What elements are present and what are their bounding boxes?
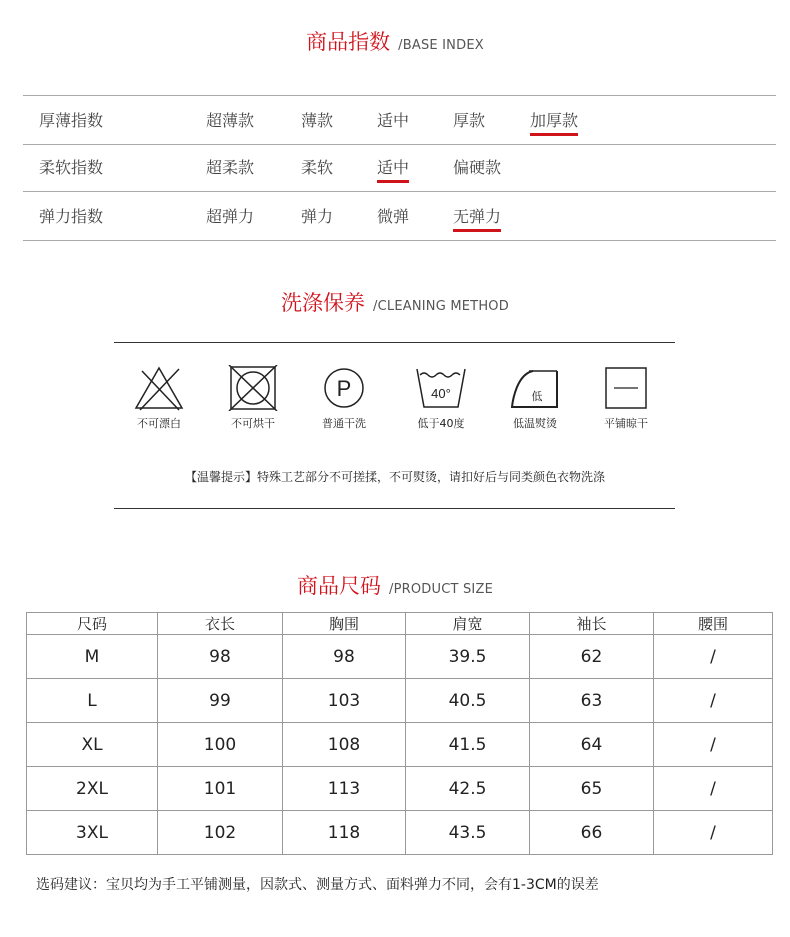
index-option: 超柔款 bbox=[206, 158, 255, 177]
index-divider bbox=[23, 144, 776, 145]
base-index-title bbox=[0, 26, 790, 56]
wash-temp-text: 40° bbox=[431, 386, 451, 401]
cleaning-title bbox=[0, 287, 790, 317]
size-cell: 62 bbox=[530, 635, 654, 679]
size-cell: 98 bbox=[283, 635, 406, 679]
index-row-label: 厚薄指数 bbox=[39, 111, 104, 130]
index-divider bbox=[23, 95, 776, 96]
size-cell: 103 bbox=[283, 679, 406, 723]
table-row bbox=[27, 679, 773, 723]
wash-40-icon bbox=[413, 365, 469, 411]
size-table bbox=[26, 612, 773, 855]
index-row-label: 弹力指数 bbox=[39, 207, 104, 226]
size-cell: 100 bbox=[158, 723, 283, 767]
size-note: 选码建议：宝贝均为手工平铺测量，因款式、测量方式、面料弹力不同，会有1-3CM的误差 bbox=[36, 877, 599, 893]
index-option: 厚款 bbox=[453, 111, 486, 130]
size-title-en: /PRODUCT SIZE bbox=[389, 582, 493, 597]
index-option: 超薄款 bbox=[206, 111, 255, 130]
care-tip: 【温馨提示】特殊工艺部分不可搓揉，不可熨烫，请扣好后与同类颜色衣物洗涤 bbox=[184, 470, 605, 484]
no-bleach-icon bbox=[133, 365, 185, 411]
size-title bbox=[0, 570, 790, 600]
size-cell: 102 bbox=[158, 811, 283, 855]
base-index-title-en: /BASE INDEX bbox=[398, 38, 484, 53]
index-option: 超弹力 bbox=[206, 207, 255, 226]
table-row bbox=[27, 811, 773, 855]
table-row bbox=[27, 723, 773, 767]
size-cell: 101 bbox=[158, 767, 283, 811]
index-divider bbox=[23, 240, 776, 241]
size-cell: 43.5 bbox=[406, 811, 530, 855]
dry-clean-p-icon bbox=[318, 365, 370, 411]
size-cell: XL bbox=[27, 723, 158, 767]
size-cell: 40.5 bbox=[406, 679, 530, 723]
size-cell: 64 bbox=[530, 723, 654, 767]
care-top-line bbox=[114, 342, 675, 343]
table-row bbox=[27, 767, 773, 811]
size-cell: 113 bbox=[283, 767, 406, 811]
index-option-selected: 加厚款 bbox=[530, 108, 578, 136]
size-cell: 108 bbox=[283, 723, 406, 767]
size-cell: / bbox=[654, 767, 773, 811]
care-item-no-bleach bbox=[119, 365, 199, 431]
size-header-cell: 袖长 bbox=[530, 613, 654, 635]
index-option: 微弹 bbox=[377, 207, 410, 226]
size-title-cn: 商品尺码 bbox=[297, 574, 382, 598]
size-cell: 3XL bbox=[27, 811, 158, 855]
size-cell: 98 bbox=[158, 635, 283, 679]
care-item-dry-flat bbox=[586, 365, 666, 431]
size-cell: L bbox=[27, 679, 158, 723]
size-header-cell: 胸围 bbox=[283, 613, 406, 635]
care-label: 不可烘干 bbox=[231, 417, 275, 430]
size-cell: / bbox=[654, 811, 773, 855]
care-item-iron-low bbox=[495, 365, 575, 431]
size-table-header bbox=[27, 613, 773, 635]
no-tumble-dry-icon bbox=[227, 365, 279, 411]
care-label: 普通干洗 bbox=[322, 417, 366, 430]
size-header-cell: 腰围 bbox=[654, 613, 773, 635]
size-cell: 63 bbox=[530, 679, 654, 723]
table-row bbox=[27, 635, 773, 679]
index-option: 弹力 bbox=[301, 207, 334, 226]
care-label: 平铺晾干 bbox=[604, 417, 648, 430]
care-item-dry-clean bbox=[304, 365, 384, 431]
care-label: 低温熨烫 bbox=[513, 417, 557, 430]
dry-flat-icon bbox=[600, 365, 652, 411]
dry-clean-letter: P bbox=[336, 376, 352, 401]
index-option: 适中 bbox=[377, 111, 410, 130]
index-divider bbox=[23, 191, 776, 192]
index-option-selected: 无弹力 bbox=[453, 204, 501, 232]
size-cell: M bbox=[27, 635, 158, 679]
size-header-cell: 肩宽 bbox=[406, 613, 530, 635]
base-index-title-cn: 商品指数 bbox=[306, 30, 391, 54]
care-bottom-line bbox=[114, 508, 675, 509]
size-cell: / bbox=[654, 679, 773, 723]
cleaning-title-cn: 洗涤保养 bbox=[281, 291, 366, 315]
index-option: 薄款 bbox=[301, 111, 334, 130]
size-cell: 99 bbox=[158, 679, 283, 723]
care-item-wash-40 bbox=[401, 365, 481, 431]
iron-temp-text: 低 bbox=[531, 390, 543, 403]
size-cell: 118 bbox=[283, 811, 406, 855]
size-cell: / bbox=[654, 635, 773, 679]
size-cell: 66 bbox=[530, 811, 654, 855]
size-cell: 41.5 bbox=[406, 723, 530, 767]
index-option: 柔软 bbox=[301, 158, 334, 177]
care-label: 低于40度 bbox=[417, 417, 465, 430]
size-cell: 2XL bbox=[27, 767, 158, 811]
cleaning-title-en: /CLEANING METHOD bbox=[373, 299, 509, 314]
size-cell: 39.5 bbox=[406, 635, 530, 679]
size-header-cell: 衣长 bbox=[158, 613, 283, 635]
size-cell: 42.5 bbox=[406, 767, 530, 811]
index-option: 偏硬款 bbox=[453, 158, 502, 177]
iron-low-icon bbox=[509, 365, 561, 411]
size-header-cell: 尺码 bbox=[27, 613, 158, 635]
care-item-no-tumble-dry bbox=[213, 365, 293, 431]
care-label: 不可漂白 bbox=[137, 417, 181, 430]
index-option-selected: 适中 bbox=[377, 155, 409, 183]
size-cell: / bbox=[654, 723, 773, 767]
size-cell: 65 bbox=[530, 767, 654, 811]
index-row-label: 柔软指数 bbox=[39, 158, 104, 177]
